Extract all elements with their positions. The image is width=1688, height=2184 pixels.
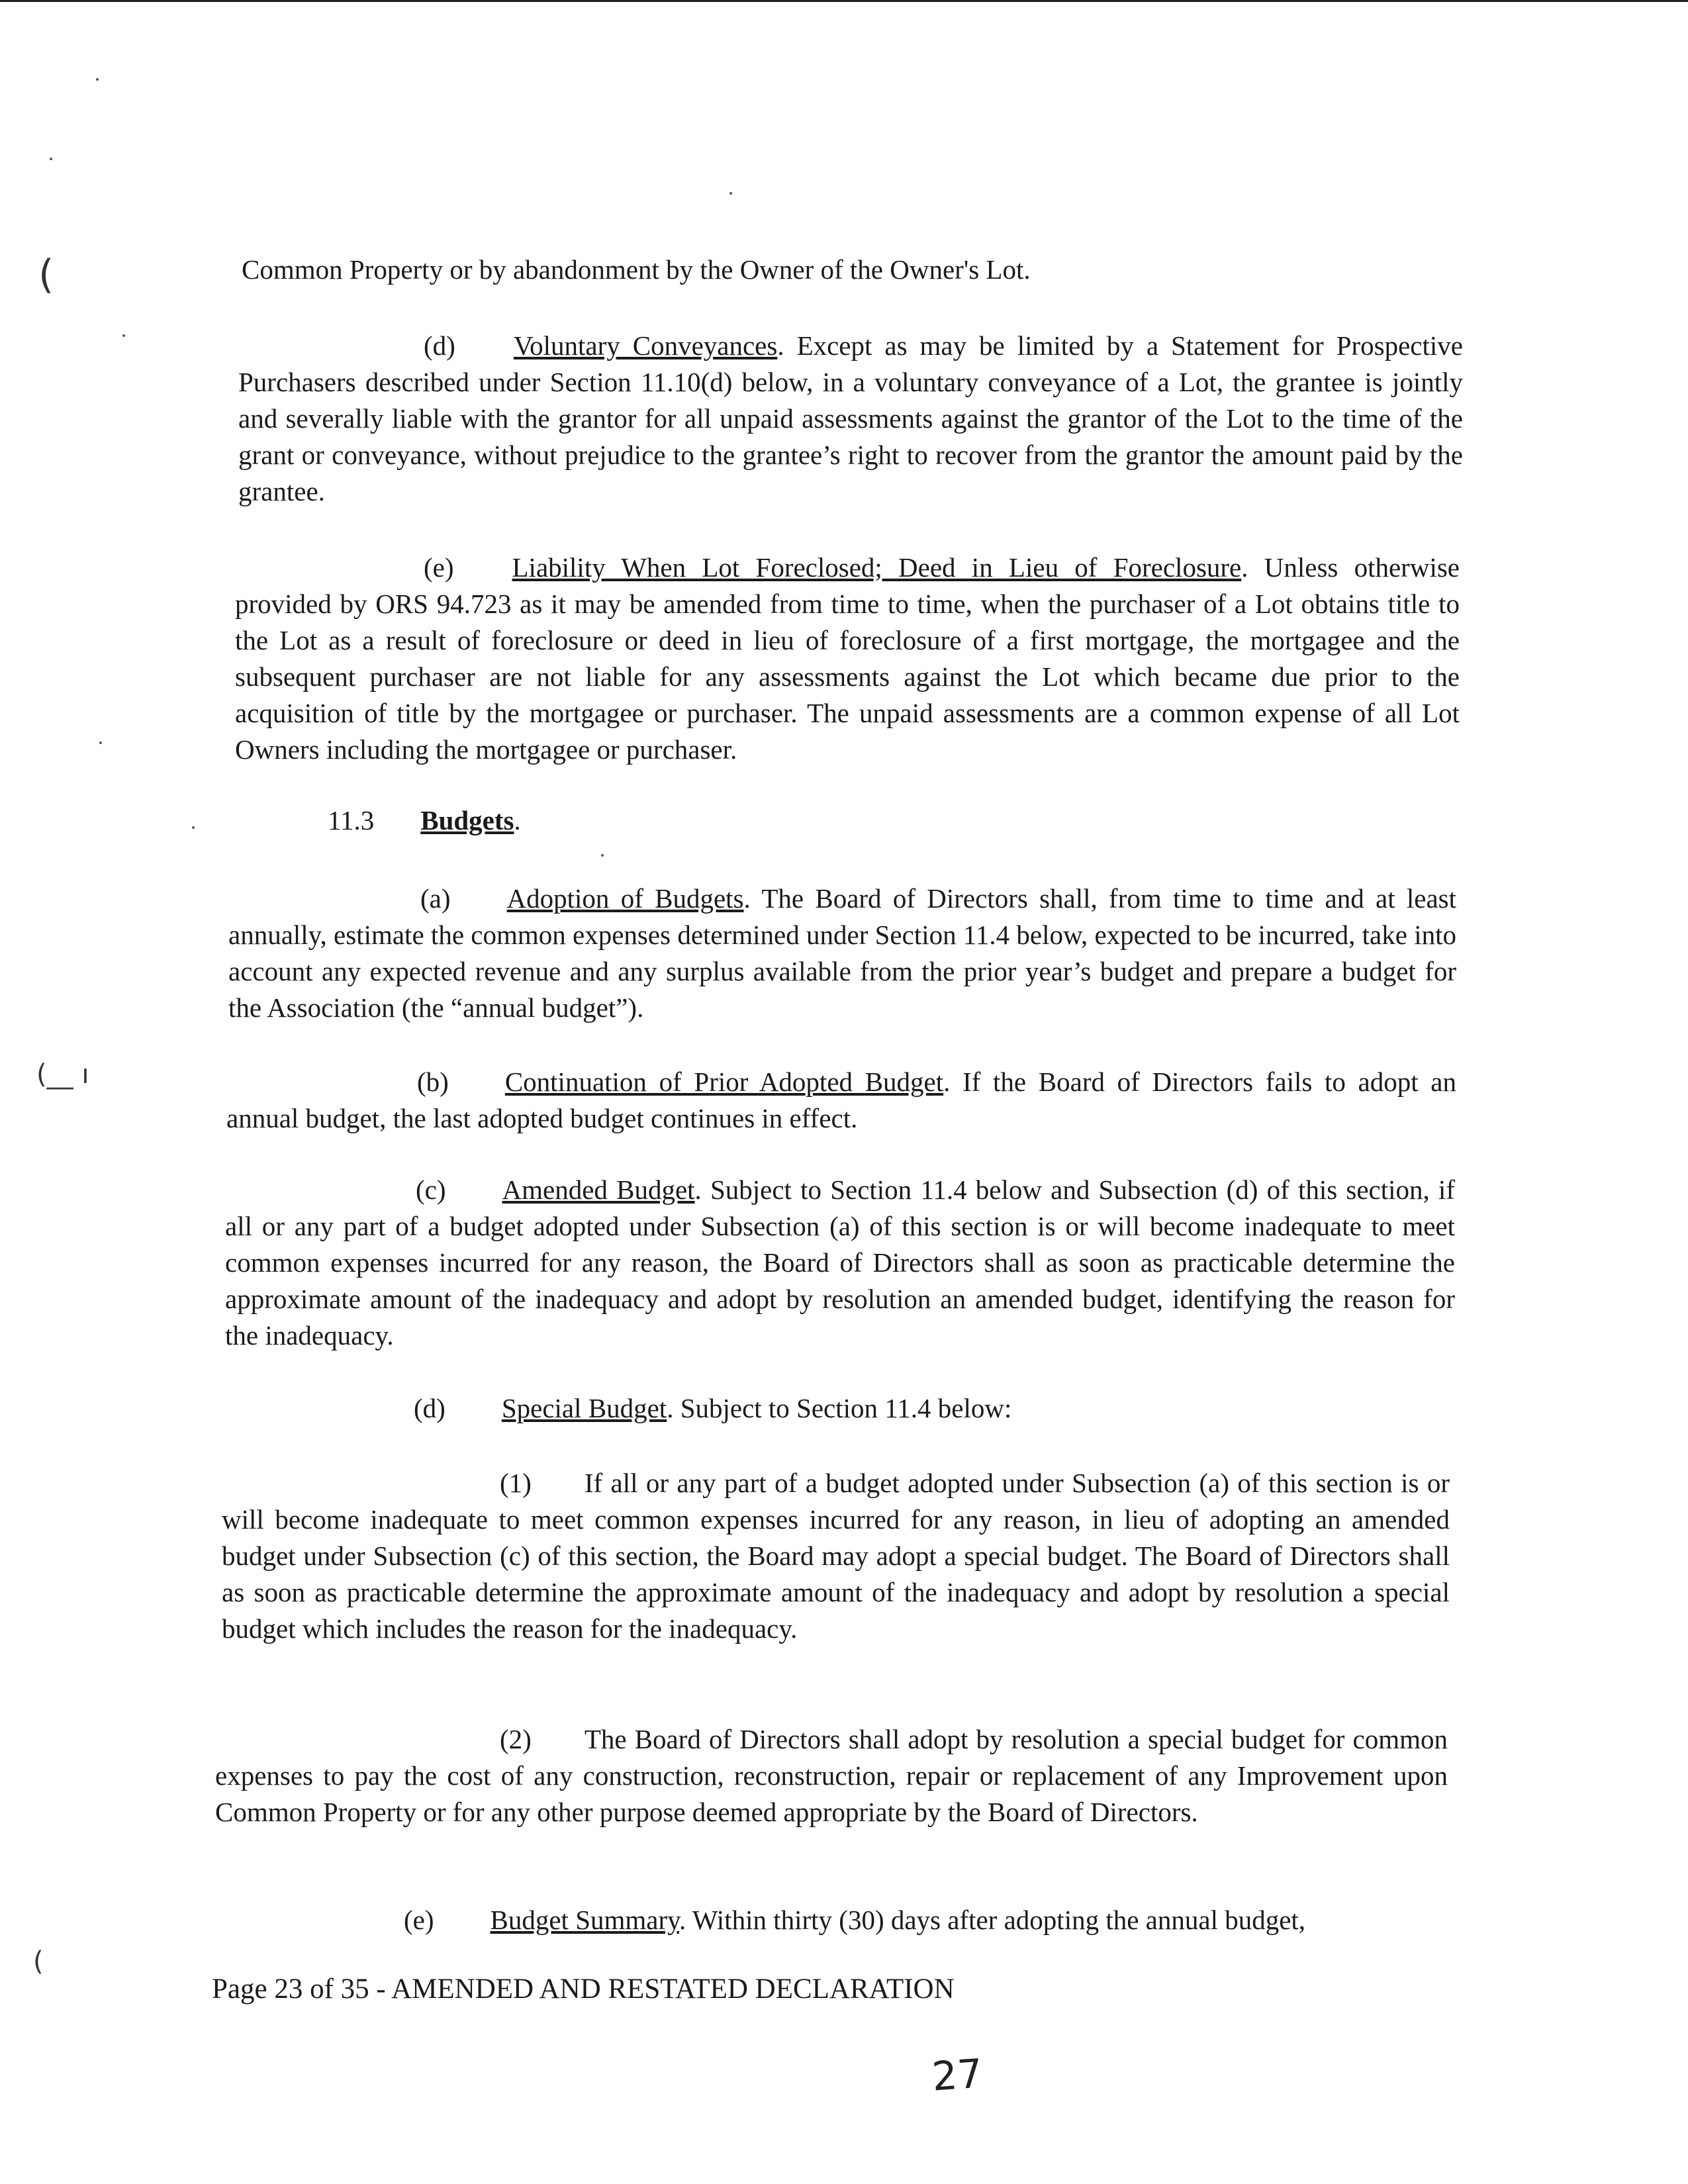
section-heading-11-3 xyxy=(328,802,857,839)
scan-border xyxy=(0,0,1688,2)
item-heading: Special Budget xyxy=(501,1393,667,1423)
intro-text: Common Property or by abandonment by the Owner of the Owner's Lot. xyxy=(242,254,1031,285)
paragraph-d-special-budget xyxy=(225,1390,1455,1427)
item-body: . Except as may be limited by a Statement for Prospective Purchasers described under Section 11.10(d) below, in a voluntary conveyance of a Lot, the grantee is jointly and severally liable with the grantor for all unpaid assessments against the grantor of the Lot to the time of the grant or conveyance, without prejudice to the grantee’s right to recover from the grantor the amount paid by the grantee. xyxy=(238,330,1463,506)
paragraph-d-1 xyxy=(222,1465,1450,1647)
paragraph-e-liability xyxy=(235,549,1460,768)
page-footer: Page 23 of 35 - AMENDED AND RESTATED DECLARATION xyxy=(212,1973,955,2005)
item-marker: (e) xyxy=(424,552,454,583)
item-marker: (e) xyxy=(404,1905,434,1935)
section-title: Budgets xyxy=(420,805,514,835)
item-body: . Within thirty (30) days after adopting the annual budget, xyxy=(679,1905,1306,1935)
item-heading: Adoption of Budgets xyxy=(506,883,744,914)
item-heading: Voluntary Conveyances xyxy=(513,330,778,361)
item-marker: (b) xyxy=(417,1067,449,1097)
item-heading: Amended Budget xyxy=(502,1174,695,1205)
item-heading: Liability When Lot Foreclosed; Deed in Lieu of Foreclosure xyxy=(512,552,1242,583)
paragraph-d-2 xyxy=(215,1721,1448,1830)
margin-mark: ( xyxy=(33,1946,44,1977)
item-body: . The Board of Directors shall, from time to time and at least annually, estimate the common expenses determined under Section 11.4 below, expected to be incurred, take into account any expected revenue and any surplus available from the prior year’s budget and prepare a budget for the Association (the “annual budget”). xyxy=(228,883,1457,1023)
margin-mark: (__ ı xyxy=(36,1059,89,1090)
item-marker: (2) xyxy=(500,1724,532,1754)
margin-mark: ( xyxy=(38,252,54,298)
item-heading: Budget Summary xyxy=(490,1905,679,1935)
item-marker: (c) xyxy=(416,1174,446,1205)
item-body: The Board of Directors shall adopt by resolution a special budget for common expenses to pay the cost of any construction, reconstruction, repair or replacement of any Improvement upon Common Property or for any other purpose deemed appropriate by the Board of Directors. xyxy=(215,1724,1448,1827)
item-body: . If the Board of Directors fails to adopt an annual budget, the last adopted budget continues in effect. xyxy=(226,1067,1456,1133)
item-marker: (a) xyxy=(420,883,451,914)
intro-paragraph xyxy=(242,252,1466,288)
item-heading: Continuation of Prior Adopted Budget xyxy=(504,1067,944,1097)
paragraph-a-adoption-of-budgets xyxy=(228,880,1456,1026)
item-marker: (d) xyxy=(414,1393,445,1423)
item-body: . Subject to Section 11.4 below: xyxy=(667,1393,1012,1423)
handwritten-page-number: 27 xyxy=(930,2050,984,2101)
item-marker: (1) xyxy=(500,1468,532,1498)
item-body: . Unless otherwise provided by ORS 94.723 as it may be amended from time to time, when the purchaser of a Lot obtains title to the Lot as a result of foreclosure or deed in lieu of foreclosure of a first mortgage, the mortgagee and the subsequent purchaser are not liable for any assessments against the Lot which became due prior to the acquisition of title by the mortgagee or purchaser. The unpaid assessments are a common expense of all Lot Owners including the mortgagee or purchaser. xyxy=(235,552,1460,765)
section-number: 11.3 xyxy=(328,805,375,835)
item-marker: (d) xyxy=(424,330,455,361)
item-body: If all or any part of a budget adopted under Subsection (a) of this section is or will become inadequate to meet common expenses incurred for any reason, in lieu of adopting an amended budget under Subsection (c) of this section, the Board may adopt a special budget. The Board of Directors shall as soon as practicable determine the approximate amount of the inadequacy and adopt by resolution a special budget which includes the reason for the inadequacy. xyxy=(222,1468,1450,1644)
paragraph-d-voluntary-conveyances xyxy=(238,328,1463,510)
paragraph-b-continuation xyxy=(226,1064,1456,1137)
paragraph-c-amended-budget xyxy=(225,1172,1455,1354)
item-body: . Subject to Section 11.4 below and Subsection (d) of this section, if all or any part of a budget adopted under Subsection (a) of this section is or will become inadequate to meet common expenses incurred for any reason, the Board of Directors shall as soon as practicable determine the approximate amount of the inadequacy and adopt by resolution an amended budget, identifying the reason for the inadequacy. xyxy=(225,1174,1455,1351)
paragraph-e-budget-summary xyxy=(215,1902,1448,1938)
section-title-punct: . xyxy=(514,805,521,835)
